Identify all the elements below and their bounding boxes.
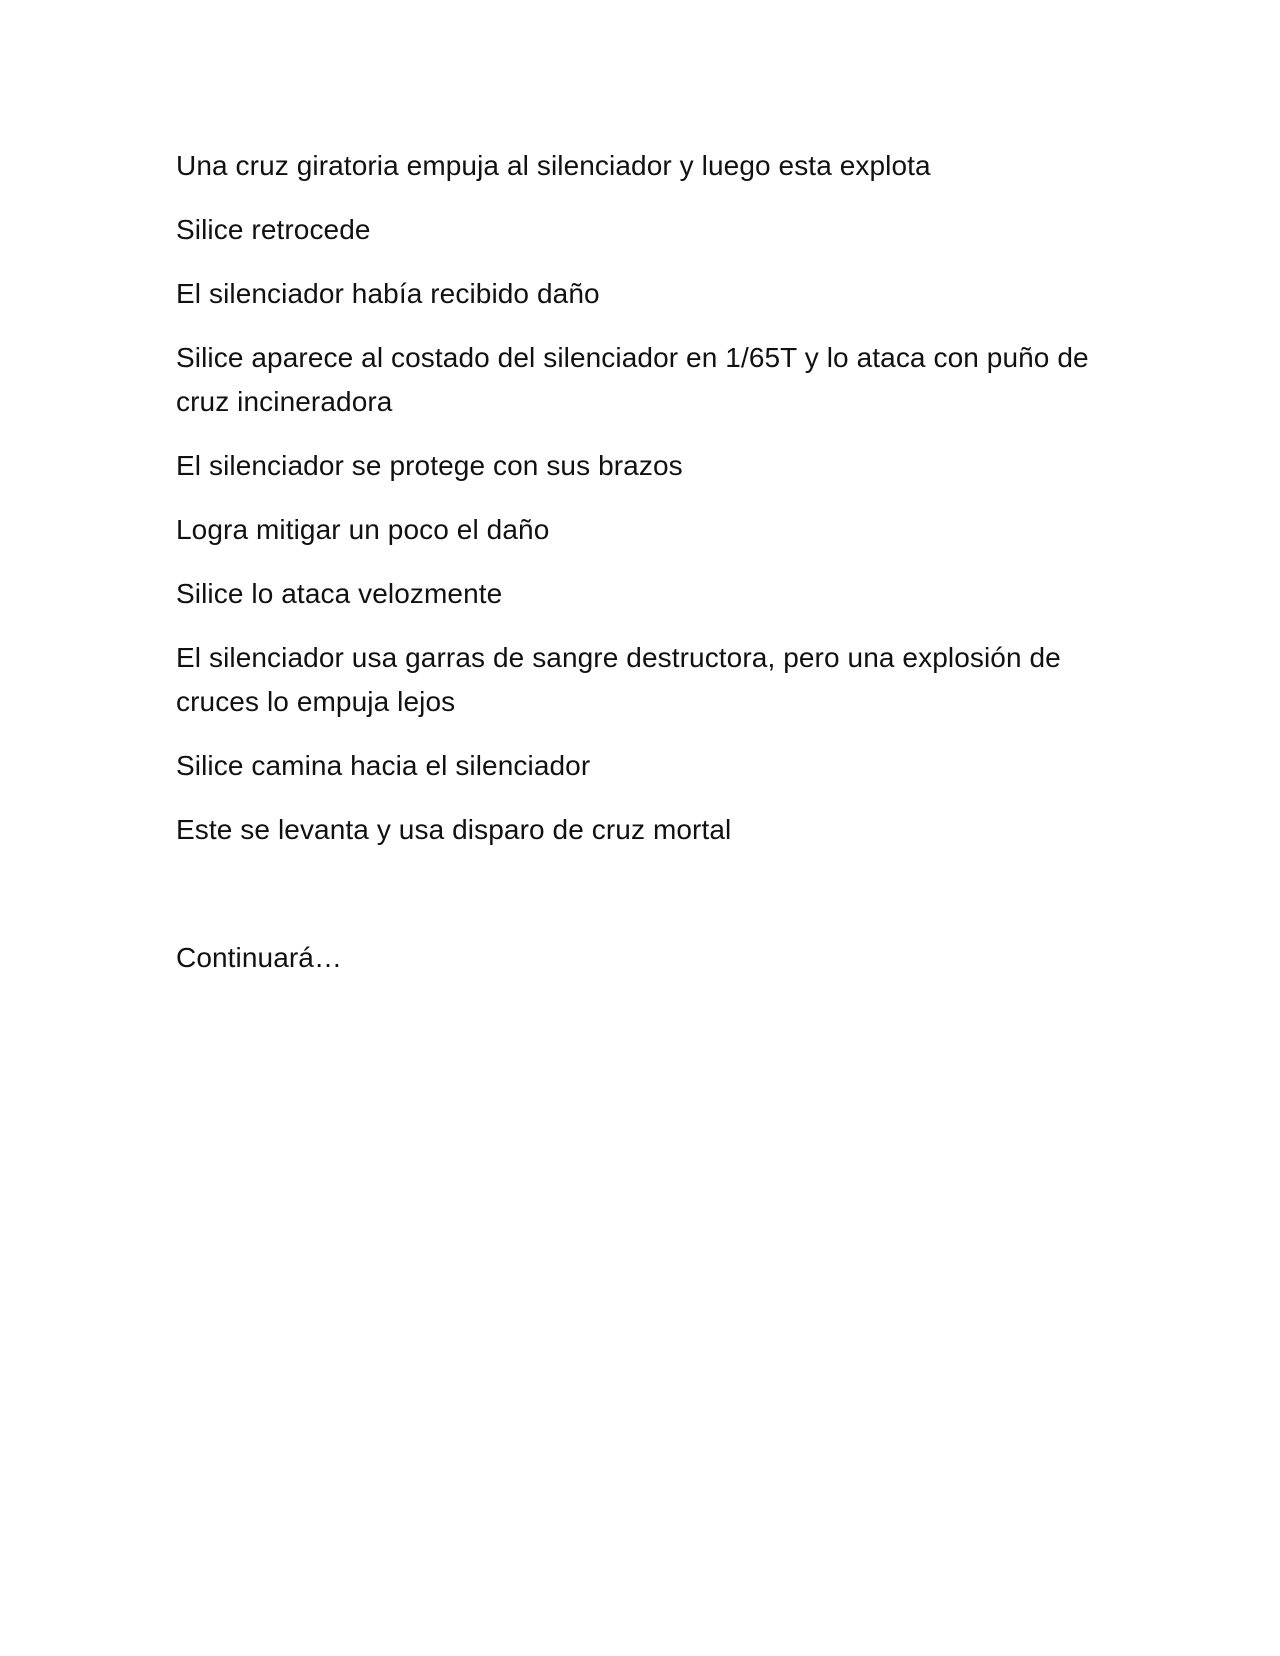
paragraph-7: Silice lo ataca velozmente [176,578,503,609]
document-body [176,144,1116,1000]
paragraph-10: Este se levanta y usa disparo de cruz mortal [176,814,732,845]
paragraph-9: Silice camina hacia el silenciador [176,750,591,781]
paragraph-4: Silice aparece al costado del silenciador en 1/65T y lo ataca con puño de cruz incineradora [176,342,1089,417]
paragraph-6: Logra mitigar un poco el daño [176,514,550,545]
paragraph-2: Silice retrocede [176,214,371,245]
paragraph-5: El silenciador se protege con sus brazos [176,450,683,481]
paragraph-1: Una cruz giratoria empuja al silenciador y luego esta explota [176,150,931,181]
paragraph-8: El silenciador usa garras de sangre destructora, pero una explosión de cruces lo empuja lejos [176,642,1061,717]
paragraph-3: El silenciador había recibido daño [176,278,600,309]
closing-line: Continuará… [176,942,343,973]
blank-line [176,872,1116,936]
